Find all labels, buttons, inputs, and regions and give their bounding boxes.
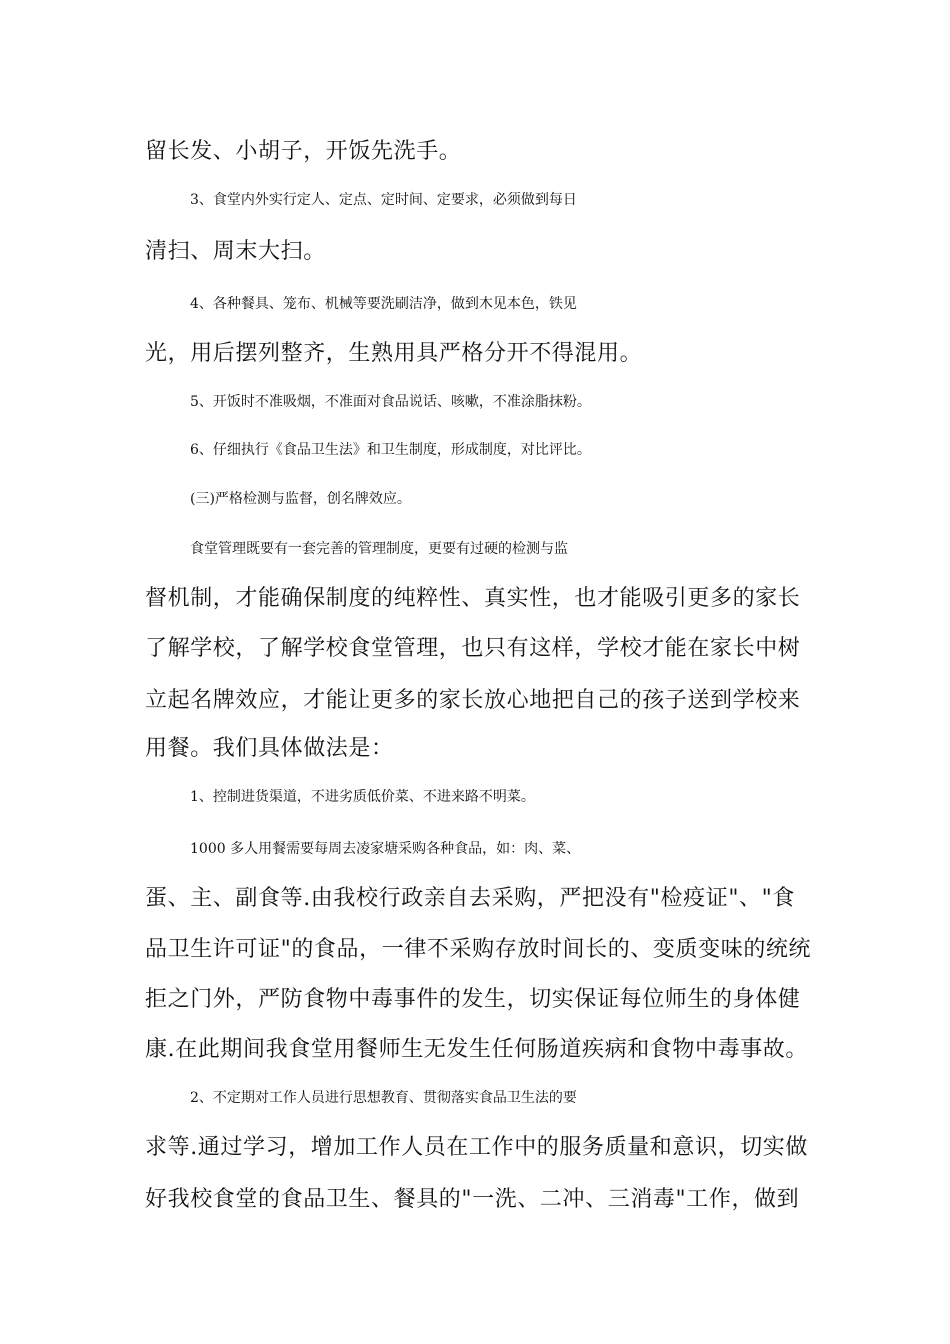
text-line: 1、控制进货渠道，不进劣质低价菜、不进来路不明菜。 [190, 789, 535, 805]
section-heading: (三)严格检测与监督，创名牌效应。 [190, 491, 411, 507]
text-line: 康.在此期间我食堂用餐师生无发生任何肠道疾病和食物中毒事故。 [145, 1037, 808, 1062]
text-line: 督机制，才能确保制度的纯粹性、真实性，也才能吸引更多的家长 [145, 586, 801, 611]
text-line: 5、开饭时不准吸烟，不准面对食品说话、咳嗽，不准涂脂抹粉。 [190, 394, 591, 410]
text-line: 4、各种餐具、笼布、机械等要洗刷洁净，做到木见本色，铁见 [190, 296, 577, 312]
text-line: 拒之门外，严防食物中毒事件的发生，切实保证每位师生的身体健 [145, 987, 801, 1012]
text-line: 品卫生许可证"的食品，一律不采购存放时间长的、变质变味的统统 [145, 937, 812, 962]
text-line: 好我校食堂的食品卫生、餐具的"一洗、二冲、三消毒"工作，做到 [145, 1187, 800, 1212]
text-line: 光，用后摆列整齐，生熟用具严格分开不得混用。 [145, 341, 643, 366]
text-line: 用餐。我们具体做法是： [145, 736, 394, 761]
text-line: 求等.通过学习，增加工作人员在工作中的服务质量和意识，切实做 [145, 1135, 808, 1160]
text-line: 食堂管理既要有一套完善的管理制度，更要有过硬的检测与监 [190, 541, 568, 557]
text-line: 6、仔细执行《食品卫生法》和卫生制度，形成制度，对比评比。 [190, 442, 591, 458]
text-line: 1000 多人用餐需要每周去凌家塘采购各种食品，如：肉、菜、 [190, 841, 581, 857]
text-line: 3、食堂内外实行定人、定点、定时间、定要求，必须做到每日 [190, 192, 577, 208]
text-line: 了解学校，了解学校食堂管理，也只有这样，学校才能在家长中树 [145, 636, 801, 661]
text-line: 2、不定期对工作人员进行思想教育、贯彻落实食品卫生法的要 [190, 1090, 577, 1106]
text-line: 立起名牌效应，才能让更多的家长放心地把自己的孩子送到学校来 [145, 688, 801, 713]
text-line: 留长发、小胡子，开饭先洗手。 [145, 139, 462, 164]
text-line: 清扫、周末大扫。 [145, 239, 326, 264]
text-line: 蛋、主、副食等.由我校行政亲自去采购，严把没有"检疫证"、"食 [145, 886, 795, 911]
